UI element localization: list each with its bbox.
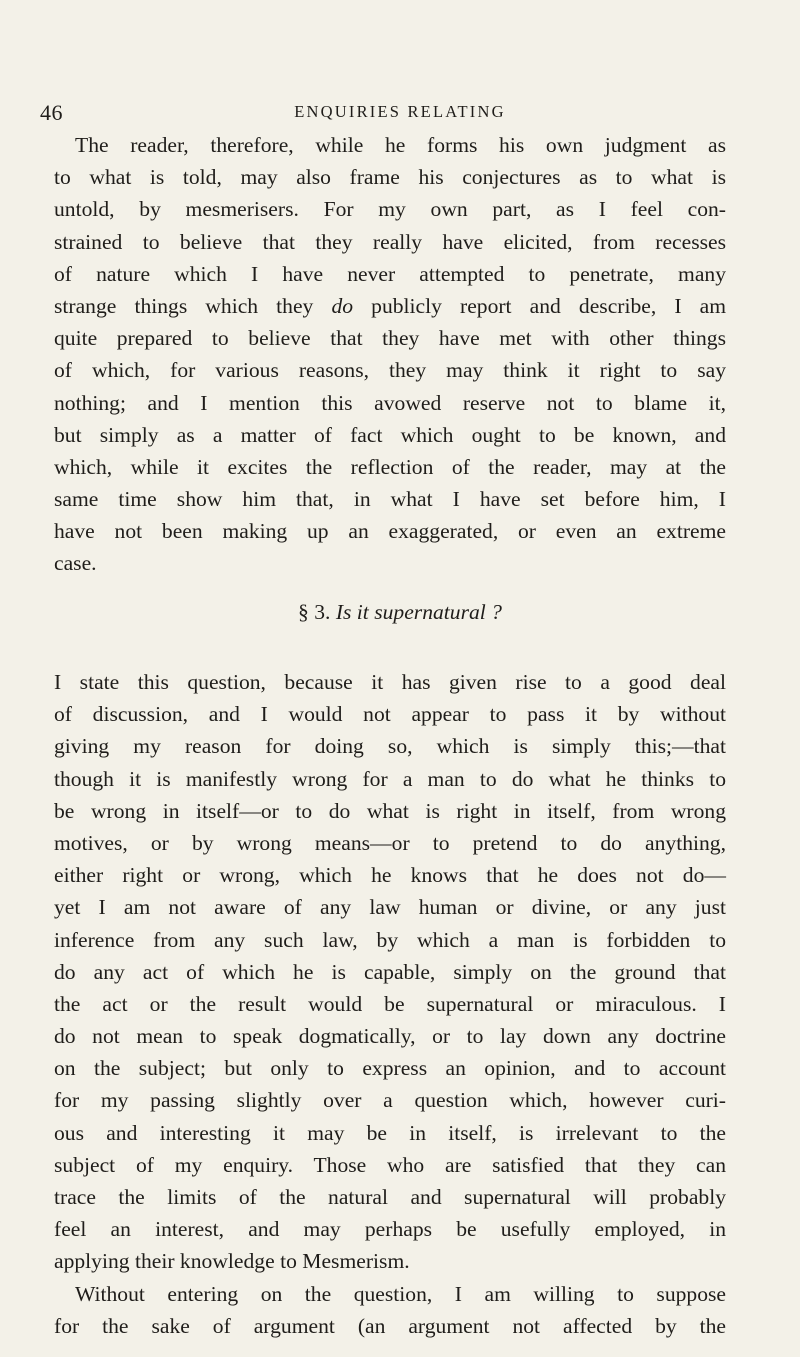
text-line: ous and interesting it may be in itself, is irrelevant to the xyxy=(54,1120,726,1145)
section-title: Is it supernatural ? xyxy=(335,600,502,624)
text-line: trace the limits of the natural and supernatural will probably xyxy=(54,1185,726,1209)
text-line: strained to believe that they really have elicited, from recesses xyxy=(54,229,726,254)
running-head: ENQUIRIES RELATING xyxy=(294,102,506,121)
text-line: of nature which I have never attempted to penetrate, many xyxy=(54,261,726,286)
text-line: I state this question, because it has given rise to a good deal xyxy=(54,670,726,694)
paragraph-2 xyxy=(54,666,726,1342)
text-line: do not mean to speak dogmatically, or to lay down any doctrine xyxy=(54,1024,726,1049)
section-number: § 3. xyxy=(298,600,331,624)
text-line xyxy=(54,290,726,322)
text-line: which, while it excites the reflection of the reader, may at the xyxy=(54,454,726,479)
text-line: on the subject; but only to express an opinion, and to account xyxy=(54,1056,726,1081)
text-fragment: publicly report and describe, I am xyxy=(371,293,726,318)
text-line: untold, by mesmerisers. For my own part, as I feel con- xyxy=(54,197,726,222)
text-line: though it is manifestly wrong for a man to do what he thinks to xyxy=(54,766,726,791)
text-line: for my passing slightly over a question which, however curi- xyxy=(54,1088,726,1113)
text-fragment: strange things which they xyxy=(54,293,314,318)
text-line: Without entering on the question, I am willing to suppose xyxy=(75,1281,726,1306)
text-line: same time show him that, in what I have set before him, I xyxy=(54,487,726,512)
text-line: to what is told, may also frame his conjectures as to what is xyxy=(54,165,726,190)
section-heading xyxy=(0,600,800,625)
text-line: either right or wrong, which he knows that he does not do— xyxy=(54,863,726,888)
text-line: do any act of which he is capable, simply on the ground that xyxy=(54,959,726,984)
italic-word: do xyxy=(331,293,354,318)
text-line: giving my reason for doing so, which is simply this;—that xyxy=(54,734,726,759)
text-line: nothing; and I mention this avowed reserve not to blame it, xyxy=(54,390,726,415)
text-line: The reader, therefore, while he forms his own judgment as xyxy=(75,133,726,157)
text-line: have not been making up an exaggerated, or even an extreme xyxy=(54,519,726,544)
page-header xyxy=(40,100,760,130)
text-line: of which, for various reasons, they may think it right to say xyxy=(54,358,726,383)
text-line: be wrong in itself—or to do what is right in itself, from wrong xyxy=(54,798,726,823)
text-line: case. xyxy=(54,551,97,576)
text-line: motives, or by wrong means—or to pretend to do anything, xyxy=(54,830,726,855)
text-line: for the sake of argument (an argument not affected by the xyxy=(54,1313,726,1338)
text-line: quite prepared to believe that they have met with other things xyxy=(54,326,726,351)
text-line: subject of my enquiry. Those who are satisfied that they can xyxy=(54,1152,726,1177)
page-number: 46 xyxy=(40,100,63,125)
text-line: of discussion, and I would not appear to pass it by without xyxy=(54,702,726,727)
text-line: yet I am not aware of any law human or divine, or any just xyxy=(54,895,726,920)
text-line: applying their knowledge to Mesmerism. xyxy=(54,1249,410,1274)
paragraph-1 xyxy=(54,129,726,580)
text-line: feel an interest, and may perhaps be usefully employed, in xyxy=(54,1217,726,1242)
text-line: inference from any such law, by which a man is forbidden to xyxy=(54,927,726,952)
text-line: the act or the result would be supernatural or miraculous. I xyxy=(54,991,726,1016)
text-line: but simply as a matter of fact which ought to be known, and xyxy=(54,422,726,447)
